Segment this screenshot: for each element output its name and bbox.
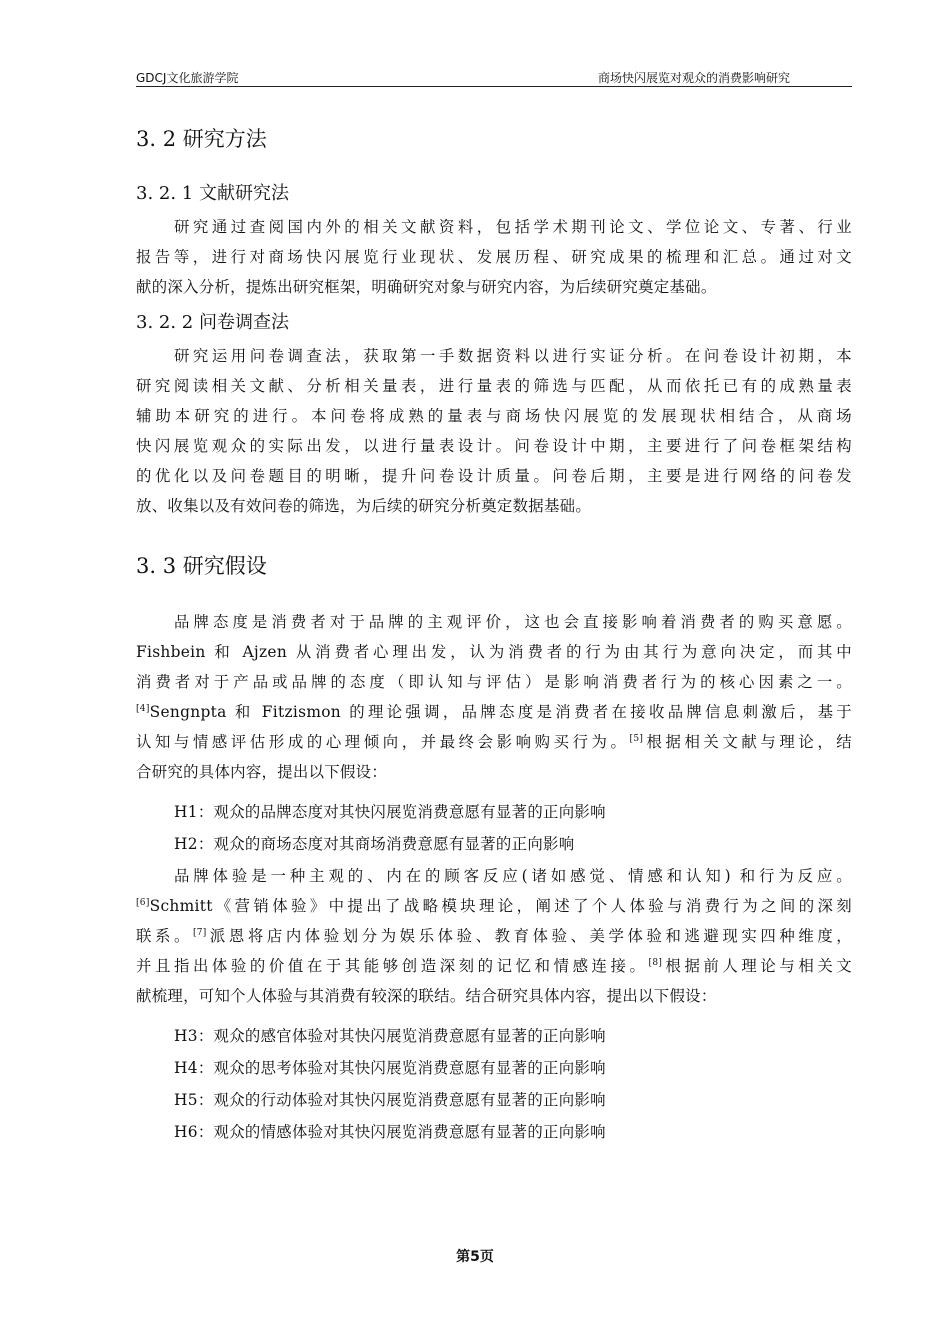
paragraph-line	[136, 921, 852, 951]
citation-7: [7]	[192, 928, 207, 938]
hypothesis-h6: H6：观众的情感体验对其快闪展览消费意愿有显著的正向影响	[174, 1123, 606, 1141]
paragraph-text: 根据前人理论与相关文	[662, 957, 852, 975]
paragraph-text: 并且指出体验的价值在于其能够创造深刻的记忆和情感连接。	[136, 957, 649, 975]
section-3-3-paragraph-2	[136, 861, 852, 1011]
hypothesis-h3: H3：观众的感官体验对其快闪展览消费意愿有显著的正向影响	[174, 1027, 606, 1045]
hypothesis-h1: H1：观众的品牌态度对其快闪展览消费意愿有显著的正向影响	[174, 803, 606, 821]
paragraph-line: 研究运用问卷调查法，获取第一手数据资料以进行实证分析。在问卷设计初期，本	[174, 347, 852, 365]
section-3-3-heading: 3. 3 研究假设	[136, 554, 267, 578]
section-3-2-2-heading: 3. 2. 2 问卷调查法	[136, 312, 289, 333]
paragraph-line: 献梳理，可知个人体验与其消费有较深的联结。结合研究具体内容，提出以下假设：	[136, 987, 717, 1005]
paragraph-line: 快闪展览观众的实际出发，以进行量表设计。问卷设计中期，主要进行了问卷框架结构	[136, 437, 852, 455]
page-header	[136, 66, 852, 87]
paragraph-text: 根据相关文献与理论，结	[643, 733, 852, 751]
section-3-2-2-paragraph	[136, 341, 852, 521]
paragraph-line	[136, 727, 852, 757]
paragraph-line: 合研究的具体内容，提出以下假设：	[136, 763, 388, 781]
section-3-3-paragraph-1	[136, 607, 852, 787]
citation-8: [8]	[648, 958, 663, 968]
paragraph-line: 研究通过查阅国内外的相关文献资料，包括学术期刊论文、学位论文、专著、行业	[174, 218, 852, 236]
paragraph-line: 品牌体验是一种主观的、内在的顾客反应(诸如感觉、情感和认知) 和行为反应。	[174, 867, 852, 885]
citation-6: [6]	[136, 898, 150, 908]
page-number: 第5页	[456, 1249, 494, 1265]
section-3-2-1-heading: 3. 2. 1 文献研究法	[136, 183, 289, 204]
section-3-2-1-paragraph	[136, 212, 852, 302]
paragraph-line: 消费者对于产品或品牌的态度（即认知与评估）是影响消费者行为的核心因素之一。	[136, 673, 852, 691]
paragraph-text: 派恩将店内体验划分为娱乐体验、教育体验、美学体验和逃避现实四种维度，	[206, 927, 852, 945]
paragraph-line: 品牌态度是消费者对于品牌的主观评价，这也会直接影响着消费者的购买意愿。	[174, 613, 852, 631]
paragraph-line: 辅助本研究的进行。本问卷将成熟的量表与商场快闪展览的发展现状相结合，从商场	[136, 407, 852, 425]
paragraph-line	[136, 697, 852, 727]
header-institution: GDCJ文化旅游学院	[136, 71, 239, 85]
paragraph-text: 联系。	[136, 927, 193, 945]
paragraph-line: Fishbein 和 Ajzen 从消费者心理出发，认为消费者的行为由其行为意向决定，而其中	[136, 643, 852, 661]
paragraph-text: Schmitt《营销体验》中提出了战略模块理论，阐述了个人体验与消费行为之间的深刻	[149, 897, 852, 915]
hypothesis-h2: H2：观众的商场态度对其商场消费意愿有显著的正向影响	[174, 835, 575, 853]
citation-4: [4]	[136, 704, 150, 714]
header-paper-title: 商场快闪展览对观众的消费影响研究	[597, 71, 790, 85]
paragraph-line: 报告等，进行对商场快闪展览行业现状、发展历程、研究成果的梳理和汇总。通过对文	[136, 248, 852, 266]
paragraph-text: 认知与情感评估形成的心理倾向，并最终会影响购买行为。	[136, 733, 630, 751]
paragraph-line	[136, 891, 852, 921]
paragraph-line	[136, 951, 852, 981]
section-3-2-heading: 3. 2 研究方法	[136, 127, 267, 151]
paragraph-line: 的优化以及问卷题目的明晰，提升问卷设计质量。问卷后期，主要是进行网络的问卷发	[136, 467, 852, 485]
hypothesis-h4: H4：观众的思考体验对其快闪展览消费意愿有显著的正向影响	[174, 1059, 606, 1077]
paragraph-line: 献的深入分析，提炼出研究框架，明确研究对象与研究内容，为后续研究奠定基础。	[136, 278, 717, 296]
hypothesis-h5: H5：观众的行动体验对其快闪展览消费意愿有显著的正向影响	[174, 1091, 606, 1109]
paragraph-text: Sengnpta 和 Fitzismon 的理论强调，品牌态度是消费者在接收品牌信息刺激后，基于	[149, 703, 852, 721]
paragraph-line: 研究阅读相关文献、分析相关量表，进行量表的筛选与匹配，从而依托已有的成熟量表	[136, 377, 852, 395]
citation-5: [5]	[629, 734, 644, 744]
paragraph-line: 放、收集以及有效问卷的筛选，为后续的研究分析奠定数据基础。	[136, 497, 592, 515]
